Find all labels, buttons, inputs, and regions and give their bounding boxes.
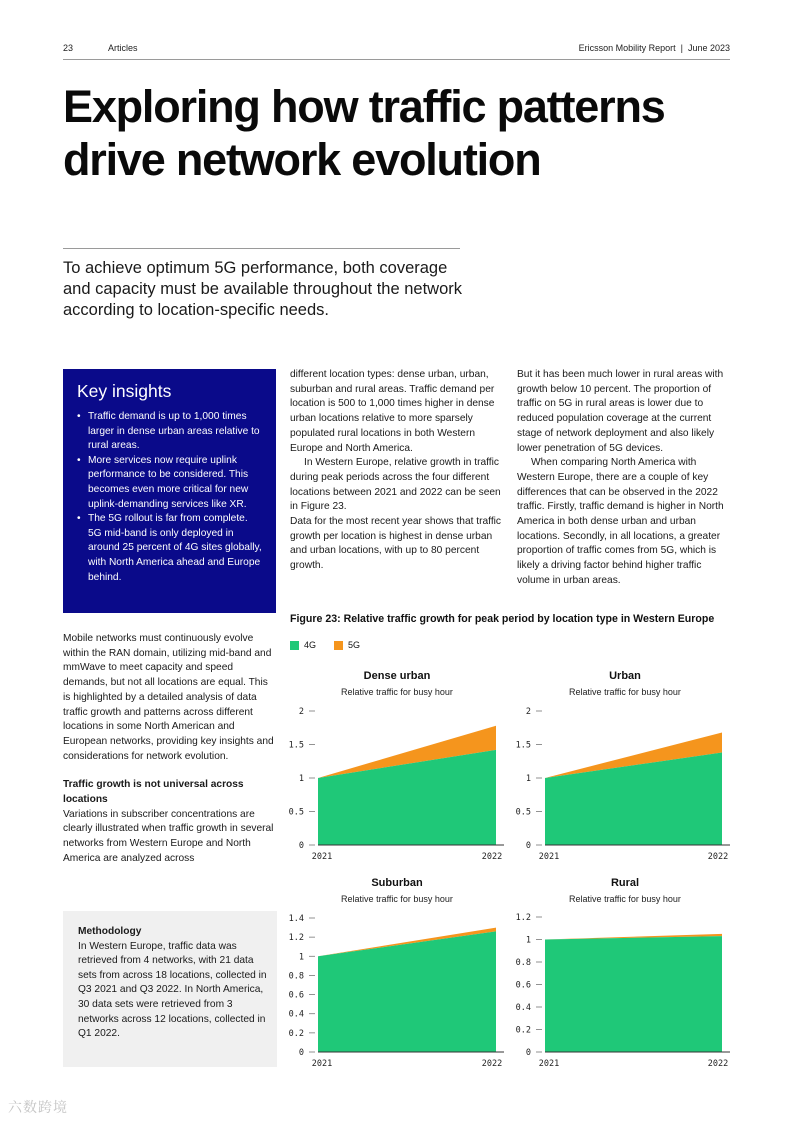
y-tick-label: 1.5	[288, 740, 304, 751]
body-paragraph: When comparing North America with Western Europe, there are a couple of key differences that can be observed in the 2022 traffic. Firstly, traffic demand is higher in North America in both dense urban and urban locations. Secondly, in all locations, a greater proportion of traffic comes from 5G, which is likely a driving factor behind higher traffic volume in urban areas.	[517, 457, 724, 586]
chart-title: Urban	[609, 670, 641, 682]
chart-subtitle: Relative traffic for busy hour	[341, 687, 453, 697]
body-paragraph: Mobile networks must continuously evolve within the RAN domain, utilizing mid-band and mmWave to meet capacity and speed demands, but not all locations are equal. This is highlighted by a detailed analysis of data traffic growth and patterns across different locations in some North American and European networks, providing key insights and considerations for network evolution.	[63, 633, 274, 762]
y-tick-label: 1.5	[515, 740, 531, 751]
body-paragraph: different location types: dense urban, urban, suburban and rural areas. Traffic demand per location is 500 to 1,000 times higher in dense urban locations relative to more sparsely populated rural locations in both Western Europe and North America.	[290, 369, 495, 454]
y-tick-label: 0.6	[288, 990, 304, 1001]
body-paragraph: In Western Europe, relative growth in traffic during peak periods across the four different locations between 2021 and 2022 can be seen in Figure 23.	[290, 457, 501, 513]
body-paragraph: Variations in subscriber concentrations are clearly illustrated when traffic growth in several networks from Western Europe and North America are analyzed across	[63, 808, 274, 864]
x-tick-label: 2021	[311, 852, 333, 862]
y-tick-label: 0	[298, 841, 304, 851]
y-tick-label: 0	[525, 841, 531, 851]
report-label: Ericsson Mobility Report | June 2023	[578, 43, 730, 53]
x-tick-label: 2021	[311, 1059, 333, 1069]
y-tick-label: 1	[525, 935, 531, 946]
x-tick-label: 2021	[538, 1059, 560, 1069]
y-tick-label: 0.5	[288, 807, 304, 818]
x-tick-label: 2022	[707, 852, 729, 862]
y-tick-label: 2	[525, 707, 531, 717]
methodology-text: In Western Europe, traffic data was retrieved from 4 networks, with 21 data sets from across 18 locations, collected in Q3 2021 and Q3 2022. In North America, 30 data sets were retrieved from 3 networks across 12 locations, collected in Q1 2022.	[78, 940, 267, 1040]
watermark: 六数跨境	[8, 1099, 68, 1115]
y-tick-label: 0	[298, 1048, 304, 1058]
y-tick-label: 1.2	[288, 933, 304, 944]
y-tick-label: 0.6	[515, 980, 531, 991]
y-tick-label: 0.8	[515, 958, 531, 968]
x-tick-label: 2022	[481, 852, 503, 862]
x-tick-label: 2021	[538, 852, 560, 862]
chart-subtitle: Relative traffic for busy hour	[569, 687, 681, 697]
y-tick-label: 0.4	[288, 1009, 304, 1020]
body-paragraph: But it has been much lower in rural areas with growth below 10 percent. The proportion of traffic on 5G in rural areas is lower due to reduced population coverage at the current stage of network deployment and also likely lower penetration of 5G devices.	[517, 369, 724, 454]
key-insight-item: • The 5G rollout is far from complete. 5G mid-band is only deployed in around 25 percent of 4G sites globally, with North America ahead and Europe behind.	[77, 512, 264, 585]
y-tick-label: 0.4	[515, 1003, 531, 1013]
y-tick-label: 2	[298, 707, 304, 717]
series-4g-area	[545, 753, 722, 845]
x-tick-label: 2022	[481, 1059, 503, 1069]
y-tick-label: 1	[525, 774, 531, 784]
chart-subtitle: Relative traffic for busy hour	[341, 894, 453, 904]
y-tick-label: 0.5	[515, 807, 531, 818]
y-tick-label: 1	[298, 952, 304, 963]
chart-subtitle: Relative traffic for busy hour	[569, 894, 681, 904]
lead-paragraph: To achieve optimum 5G performance, both coverage and capacity must be available throughout the network according to location-specific needs.	[63, 259, 462, 319]
title-line-1: Exploring how traffic patterns	[63, 81, 665, 132]
series-4g-area	[545, 936, 722, 1052]
legend-label-5g: 5G	[348, 640, 361, 650]
key-insights-heading: Key insights	[77, 381, 172, 401]
methodology-heading: Methodology	[78, 926, 142, 937]
x-tick-label: 2022	[707, 1059, 729, 1069]
chart-title: Dense urban	[363, 670, 431, 682]
y-tick-label: 0.2	[515, 1025, 531, 1036]
page-number: 23	[63, 43, 74, 53]
section-label: Articles	[108, 43, 138, 53]
y-tick-label: 0.8	[288, 971, 304, 982]
key-insight-item: • More services now require uplink performance to be considered. This becomes even more critical for new uplink-demanding services like XR.	[77, 454, 264, 512]
title-line-2: drive network evolution	[63, 134, 541, 185]
series-4g-area	[318, 931, 496, 1052]
y-tick-label: 1.4	[288, 914, 304, 924]
series-4g-area	[318, 750, 496, 845]
y-tick-label: 0	[525, 1048, 531, 1058]
chart-title: Rural	[610, 877, 640, 889]
section-subheading: Traffic growth is not universal across locations	[63, 779, 244, 806]
figure-title: Figure 23: Relative traffic growth for peak period by location type in Western Europe	[290, 613, 715, 625]
chart-title: Suburban	[371, 877, 423, 889]
y-tick-label: 1	[298, 774, 304, 784]
y-tick-label: 1.2	[515, 913, 531, 923]
body-paragraph: Data for the most recent year shows that traffic growth per location is highest in dense urban and urban locations, with up to 80 percent growth.	[290, 516, 502, 572]
y-tick-label: 0.2	[288, 1028, 304, 1039]
key-insight-item: • Traffic demand is up to 1,000 times larger in dense urban areas relative to rural areas.	[77, 410, 264, 454]
legend-label-4g: 4G	[304, 640, 317, 650]
